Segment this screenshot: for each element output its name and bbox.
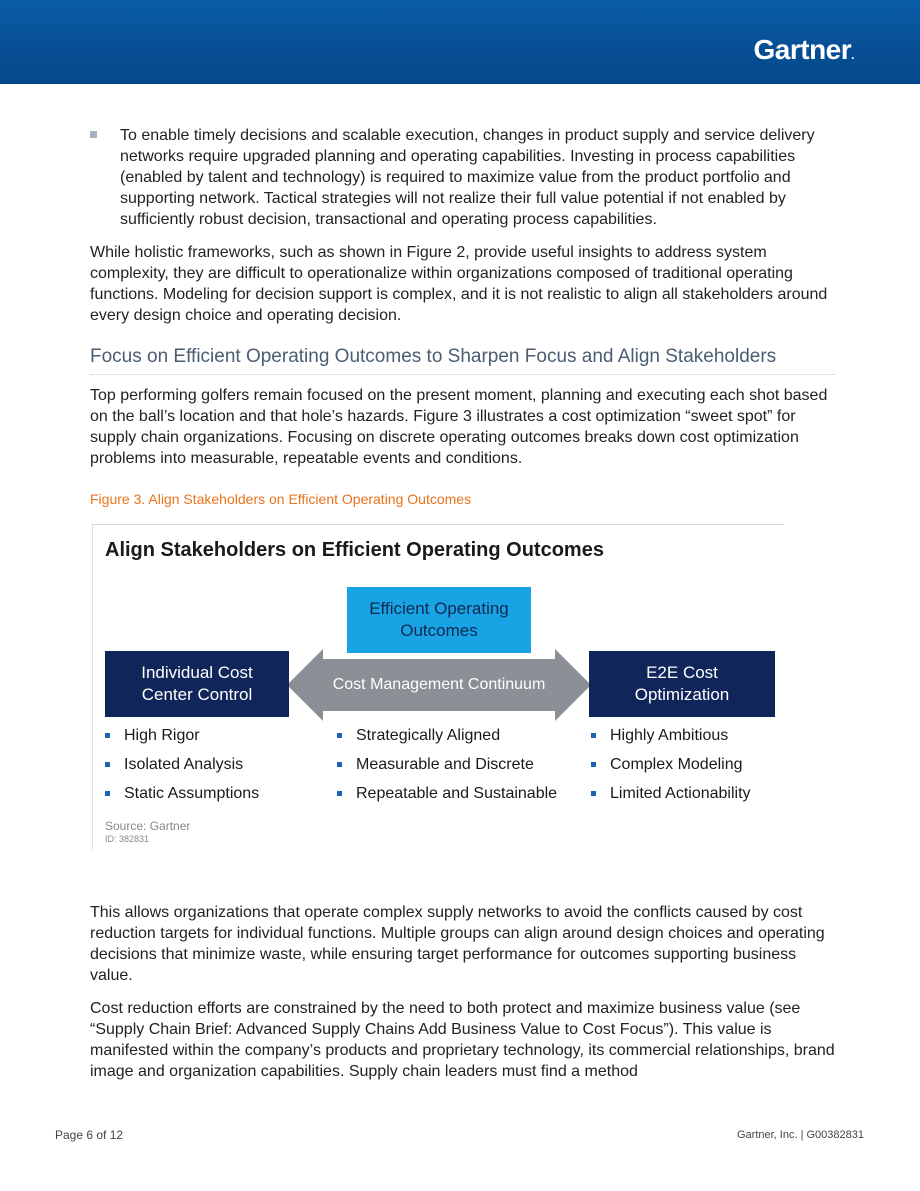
gartner-logo: Gartner. — [753, 34, 854, 65]
main-content-bottom — [90, 902, 835, 1094]
square-bullet-icon — [105, 733, 110, 738]
document-reference: Gartner, Inc. | G00382831 — [737, 1129, 864, 1141]
square-bullet-icon — [105, 762, 110, 767]
square-bullet-icon — [591, 791, 596, 796]
right-box-label: E2E Cost Optimization — [634, 663, 730, 704]
paragraph-cost-reduction: Cost reduction efforts are constrained by the need to both protect and maximize business value (see “Supply Chain Brief: Advanced Supply Chains Add Business Value to Cost Focus”). This value is manifested within the company’s products and proprietary technology, its commercial relationships, brand image and organization capabilities. Supply chain leaders must find a method — [90, 1000, 835, 1080]
square-bullet-icon — [337, 791, 342, 796]
bullet-text: To enable timely decisions and scalable execution, changes in product supply and service delivery networks require upgraded planning and operating capabilities. Investing in process capabilities (enabled by talent and technology) is required to maximize value from the product portfolio and supporting network. Tactical strategies will not realize their full value potential if not enabled by sufficiently robust decision, transactional and operating process capabilities. — [120, 127, 815, 228]
right-column-list — [591, 725, 751, 812]
figure-id: ID: 382831 — [105, 834, 150, 844]
paragraph-frameworks: While holistic frameworks, such as shown in Figure 2, provide useful insights to address system complexity, they are difficult to operationalize within organizations composed of traditional operating functions. Modeling for decision support is complex, and it is not realistic to align all stakeholders around every design choice and operating decision. — [90, 244, 828, 324]
list-item: High Rigor — [105, 725, 259, 754]
paragraph-conflicts: This allows organizations that operate complex supply networks to avoid the conflicts caused by cost reduction targets for individual functions. Multiple groups can align around design choices and operating decisions that minimize waste, while ensuring target performance for outcomes supporting business value. — [90, 904, 825, 984]
list-item: Highly Ambitious — [591, 725, 751, 754]
figure-3 — [92, 524, 784, 850]
square-bullet-icon — [591, 733, 596, 738]
left-box-label: Individual Cost Center Control — [141, 663, 253, 704]
square-bullet-icon — [337, 733, 342, 738]
figure-title: Align Stakeholders on Efficient Operating Outcomes — [105, 539, 604, 561]
square-bullet-icon — [591, 762, 596, 767]
square-bullet-icon — [90, 131, 97, 138]
figure-caption: Figure 3. Align Stakeholders on Efficient Operating Outcomes — [90, 491, 472, 507]
list-item: Static Assumptions — [105, 783, 259, 812]
page-number: Page 6 of 12 — [55, 1128, 124, 1142]
main-content-top — [90, 125, 835, 507]
left-column-list — [105, 725, 259, 812]
efficient-operating-outcomes-box — [347, 587, 531, 653]
top-box-label: Efficient Operating Outcomes — [369, 599, 509, 640]
list-item: Isolated Analysis — [105, 754, 259, 783]
arrow-label: Cost Management Continuum — [332, 676, 546, 693]
list-item: Repeatable and Sustainable — [337, 783, 557, 812]
section-heading: Focus on Efficient Operating Outcomes to Sharpen Focus and Align Stakeholders — [90, 346, 835, 375]
paragraph-golfers: Top performing golfers remain focused on the present moment, planning and executing each shot based on the ball’s location and that hole’s hazards. Figure 3 illustrates a cost optimization “sweet spot” for supply chain organizations. Focusing on discrete operating outcomes breaks down cost optimization problems into measurable, repeatable events and conditions. — [90, 387, 828, 467]
figure-source: Source: Gartner — [105, 819, 191, 833]
list-item: Strategically Aligned — [337, 725, 557, 754]
list-item: Measurable and Discrete — [337, 754, 557, 783]
square-bullet-icon — [105, 791, 110, 796]
list-item: Limited Actionability — [591, 783, 751, 812]
middle-column-list — [337, 725, 557, 812]
individual-cost-center-box — [105, 651, 289, 717]
square-bullet-icon — [337, 762, 342, 767]
bullet-paragraph — [90, 125, 835, 230]
list-item: Complex Modeling — [591, 754, 751, 783]
header-banner — [0, 0, 920, 84]
e2e-cost-optimization-box — [589, 651, 775, 717]
